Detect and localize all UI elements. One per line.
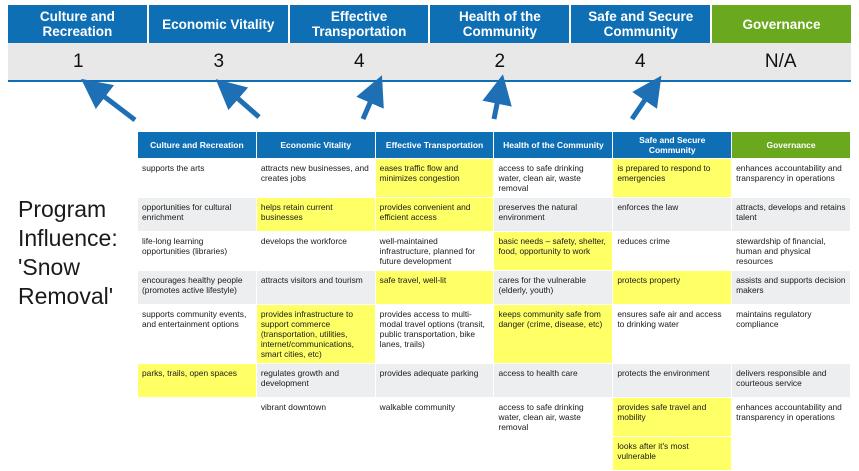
matrix-cell-r7-c2 (375, 437, 494, 471)
table-row (138, 398, 851, 437)
arrow-culture-recreation (93, 88, 135, 120)
matrix-column-header-3: Health of the Community (494, 132, 613, 159)
arrow-safe-secure-community (632, 88, 653, 119)
table-row (138, 198, 851, 232)
arrow-economic-vitality (227, 89, 259, 117)
matrix-cell-r1-c2: provides convenient and efficient access (375, 198, 494, 232)
matrix-column-header-1: Economic Vitality (256, 132, 375, 159)
matrix-cell-r2-c0: life-long learning opportunities (libraries) (138, 232, 257, 271)
matrix-cell-r7-c3 (494, 437, 613, 471)
matrix-cell-r4-c1: provides infrastructure to support commerce (transportation, utilities, internet/communications, smart cities, etc) (256, 305, 375, 364)
arrow-effective-transportation (363, 89, 376, 119)
table-row (138, 271, 851, 305)
matrix-cell-r1-c4: enforces the law (613, 198, 732, 232)
priority-header-3: Health of the Community (430, 5, 571, 43)
matrix-column-header-2: Effective Transportation (375, 132, 494, 159)
matrix-cell-r5-c5: delivers responsible and courteous service (732, 364, 851, 398)
priority-header-1: Economic Vitality (149, 5, 290, 43)
matrix-cell-r0-c5: enhances accountability and transparency in operations (732, 159, 851, 198)
matrix-cell-r2-c2: well-maintained infrastructure, planned for future development (375, 232, 494, 271)
priority-header-4: Safe and Secure Community (571, 5, 712, 43)
matrix-cell-r1-c5: attracts, develops and retains talent (732, 198, 851, 232)
priority-score-1: 3 (213, 50, 225, 72)
matrix-cell-r4-c5: maintains regulatory compliance (732, 305, 851, 364)
matrix-cell-r5-c4: protects the environment (613, 364, 732, 398)
table-row (138, 159, 851, 198)
matrix-cell-r2-c4: reduces crime (613, 232, 732, 271)
matrix-cell-r6-c2: walkable community (375, 398, 494, 437)
table-row (138, 364, 851, 398)
matrix-cell-r1-c1: helps retain current businesses (256, 198, 375, 232)
priority-score-4: 4 (634, 50, 646, 72)
matrix-cell-r4-c0: supports community events, and entertainment options (138, 305, 257, 364)
matrix-cell-r6-c4: provides safe travel and mobility (613, 398, 732, 437)
matrix-cell-r3-c5: assists and supports decision makers (732, 271, 851, 305)
matrix-cell-r3-c4: protects property (613, 271, 732, 305)
matrix-cell-r4-c2: provides access to multi-modal travel options (transit, public transportation, bike lanes, trails) (375, 305, 494, 364)
matrix-cell-r2-c3: basic needs – safety, shelter, food, opportunity to work (494, 232, 613, 271)
arrow-health-community (494, 89, 500, 119)
priority-header-2: Effective Transportation (290, 5, 431, 43)
matrix-cell-r5-c0: parks, trails, open spaces (138, 364, 257, 398)
matrix-cell-r6-c5: enhances accountability and transparency in operations (732, 398, 851, 437)
priority-score-2: 4 (353, 50, 365, 72)
matrix-cell-r6-c3: access to safe drinking water, clean air, waste removal (494, 398, 613, 437)
priority-score-3: 2 (494, 50, 506, 72)
matrix-cell-r7-c4: looks after it's most vulnerable (613, 437, 732, 471)
priority-score-row (8, 43, 851, 82)
matrix-cell-r3-c3: cares for the vulnerable (elderly, youth) (494, 271, 613, 305)
matrix-body (138, 159, 851, 471)
matrix-cell-r4-c3: keeps community safe from danger (crime, disease, etc) (494, 305, 613, 364)
matrix-cell-r5-c2: provides adequate parking (375, 364, 494, 398)
priority-score-0: 1 (72, 50, 84, 72)
matrix-cell-r5-c3: access to health care (494, 364, 613, 398)
matrix-cell-r1-c3: preserves the natural environment (494, 198, 613, 232)
matrix-cell-r2-c1: develops the workforce (256, 232, 375, 271)
matrix-column-header-5: Governance (732, 132, 851, 159)
matrix-cell-r3-c1: attracts visitors and tourism (256, 271, 375, 305)
matrix-cell-r0-c0: supports the arts (138, 159, 257, 198)
table-row (138, 232, 851, 271)
matrix-cell-r0-c1: attracts new businesses, and creates jobs (256, 159, 375, 198)
matrix-cell-r4-c4: ensures safe air and access to drinking water (613, 305, 732, 364)
matrix-cell-r3-c0: encourages healthy people (promotes active lifestyle) (138, 271, 257, 305)
outcomes-matrix (137, 131, 851, 471)
priority-header-0: Culture and Recreation (8, 5, 149, 43)
matrix-cell-r6-c0 (138, 398, 257, 437)
matrix-cell-r7-c0 (138, 437, 257, 471)
matrix-cell-r1-c0: opportunities for cultural enrichment (138, 198, 257, 232)
matrix-cell-r6-c1: vibrant downtown (256, 398, 375, 437)
matrix-column-header-0: Culture and Recreation (138, 132, 257, 159)
matrix-cell-r3-c2: safe travel, well-lit (375, 271, 494, 305)
matrix-column-header-4: Safe and Secure Community (613, 132, 732, 159)
strategic-priorities-header (8, 5, 851, 43)
matrix-header-row (138, 132, 851, 159)
table-row (138, 437, 851, 471)
page-title: Program Influence: 'Snow Removal' (18, 196, 118, 309)
matrix-cell-r0-c3: access to safe drinking water, clean air, waste removal (494, 159, 613, 198)
priority-header-5: Governance (712, 5, 851, 43)
matrix-cell-r7-c1 (256, 437, 375, 471)
matrix-cell-r0-c4: is prepared to respond to emergencies (613, 159, 732, 198)
priority-score-5: N/A (764, 50, 797, 72)
table-row (138, 305, 851, 364)
matrix-cell-r5-c1: regulates growth and development (256, 364, 375, 398)
matrix-cell-r7-c5 (732, 437, 851, 471)
matrix-cell-r0-c2: eases traffic flow and minimizes congestion (375, 159, 494, 198)
matrix-cell-r2-c5: stewardship of financial, human and physical resources (732, 232, 851, 271)
